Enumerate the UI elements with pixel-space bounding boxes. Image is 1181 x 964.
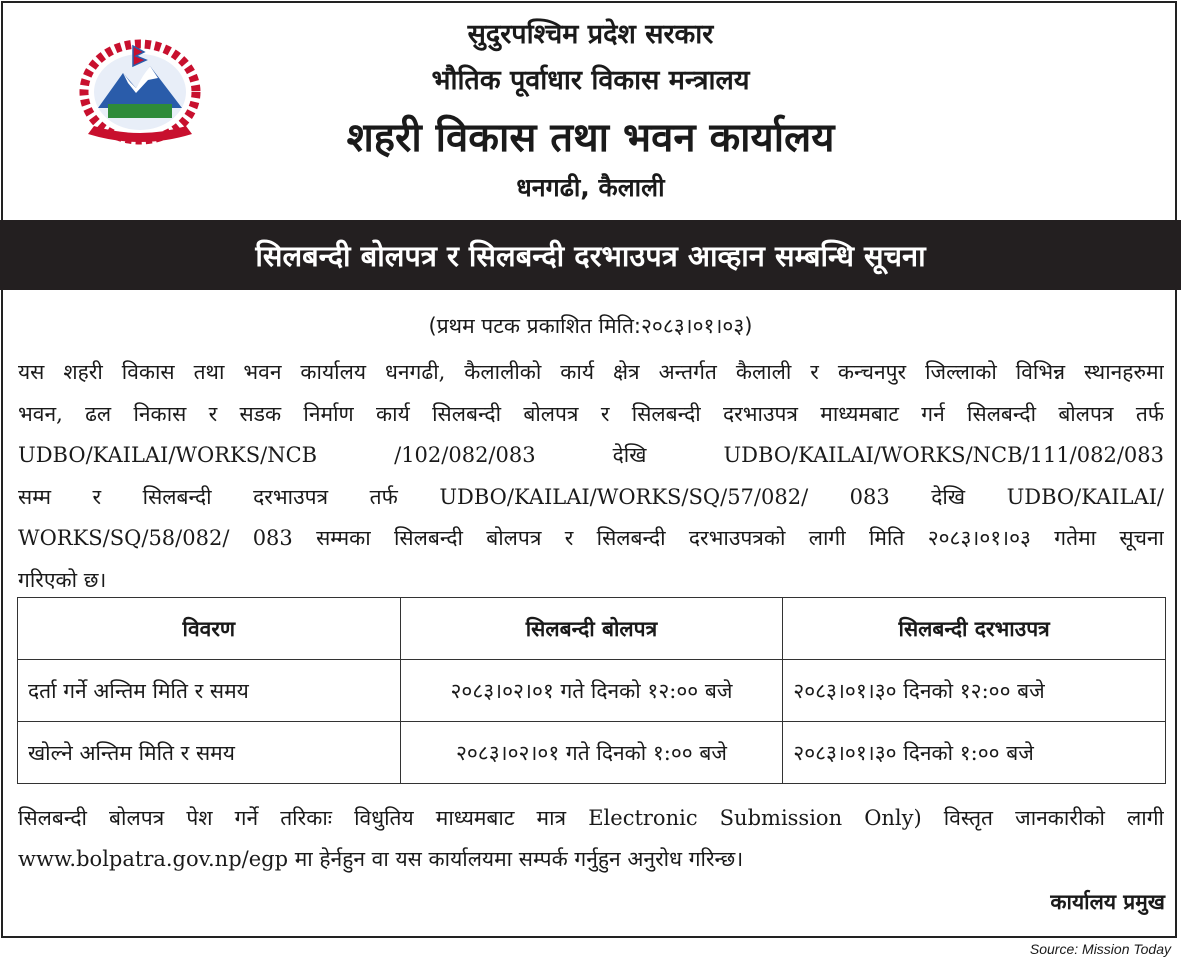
footer-line: सिलबन्दी बोलपत्र पेश गर्ने तरिकाः विधुतिय माध्यमबाट मात्र Electronic Submission Only) विस्तृत जानकारीको लागी (18, 806, 1164, 830)
body-line: यस शहरी विकास तथा भवन कार्यालय धनगढी, कैलालीको कार्य क्षेत्र अन्तर्गत कैलाली र कन्चनपुर जिल्लाको विभिन्न स्थानहरुमा (18, 360, 1164, 384)
signature: कार्यालय प्रमुख (1050, 890, 1165, 914)
government-name: सुदुरपश्चिम प्रदेश सरकार (467, 19, 714, 50)
notice-body (18, 352, 1164, 601)
table-cell: २०८३।०२।०१ गते दिनको १२:०० बजे (400, 660, 783, 722)
table-cell: २०८३।०१।३० दिनको १२:०० बजे (783, 660, 1166, 722)
office-location: धनगढी, कैलाली (516, 173, 665, 202)
office-name: शहरी विकास तथा भवन कार्यालय (346, 115, 835, 161)
body-line: सम्म र सिलबन्दी दरभाउपत्र तर्फ UDBO/KAILAI/WORKS/SQ/57/082/ 083 देखि UDBO/KAILAI/ (18, 484, 1164, 509)
body-line: UDBO/KAILAI/WORKS/NCB /102/082/083 देखि UDBO/KAILAI/WORKS/NCB/111/082/083 (18, 443, 1164, 467)
table-row (18, 722, 1166, 784)
table-cell: दर्ता गर्ने अन्तिम मिति र समय (18, 660, 401, 722)
table-row (18, 660, 1166, 722)
submission-info (18, 798, 1164, 880)
header-sealed-bid: सिलबन्दी बोलपत्र (400, 598, 783, 660)
table-cell: २०८३।०१।३० दिनको १:०० बजे (783, 722, 1166, 784)
body-line: WORKS/SQ/58/082/ 083 सम्मका सिलबन्दी बोलपत्र र सिलबन्दी दरभाउपत्रको लागी मिति २०८३।०१।०३ गतेमा सूचना (18, 526, 1164, 550)
header-sealed-quotation: सिलबन्दी दरभाउपत्र (783, 598, 1166, 660)
footer-line: www.bolpatra.gov.np/egp मा हेर्नहुन वा यस कार्यालयमा सम्पर्क गर्नुहुन अनुरोध गरिन्छ। (18, 847, 744, 871)
header-description: विवरण (18, 598, 401, 660)
table-cell: २०८३।०२।०१ गते दिनको १:०० बजे (400, 722, 783, 784)
source-credit: Source: Mission Today (1029, 941, 1171, 957)
notice-title: सिलबन्दी बोलपत्र र सिलबन्दी दरभाउपत्र आव्हान सम्बन्धि सूचना (0, 220, 1181, 290)
table-header-row (18, 598, 1166, 660)
publication-date: (प्रथम पटक प्रकाशित मिति:२०८३।०१।०३) (428, 314, 753, 338)
table-cell: खोल्ने अन्तिम मिति र समय (18, 722, 401, 784)
body-line: गरिएको छ। (18, 567, 107, 592)
ministry-name: भौतिक पूर्वाधार विकास मन्त्रालय (431, 65, 750, 96)
body-line: भवन, ढल निकास र सडक निर्माण कार्य सिलबन्दी बोलपत्र र सिलबन्दी दरभाउपत्र माध्यमबाट गर्न सिलबन्दी बोलपत्र तर्फ (18, 401, 1164, 426)
schedule-table (17, 597, 1166, 784)
